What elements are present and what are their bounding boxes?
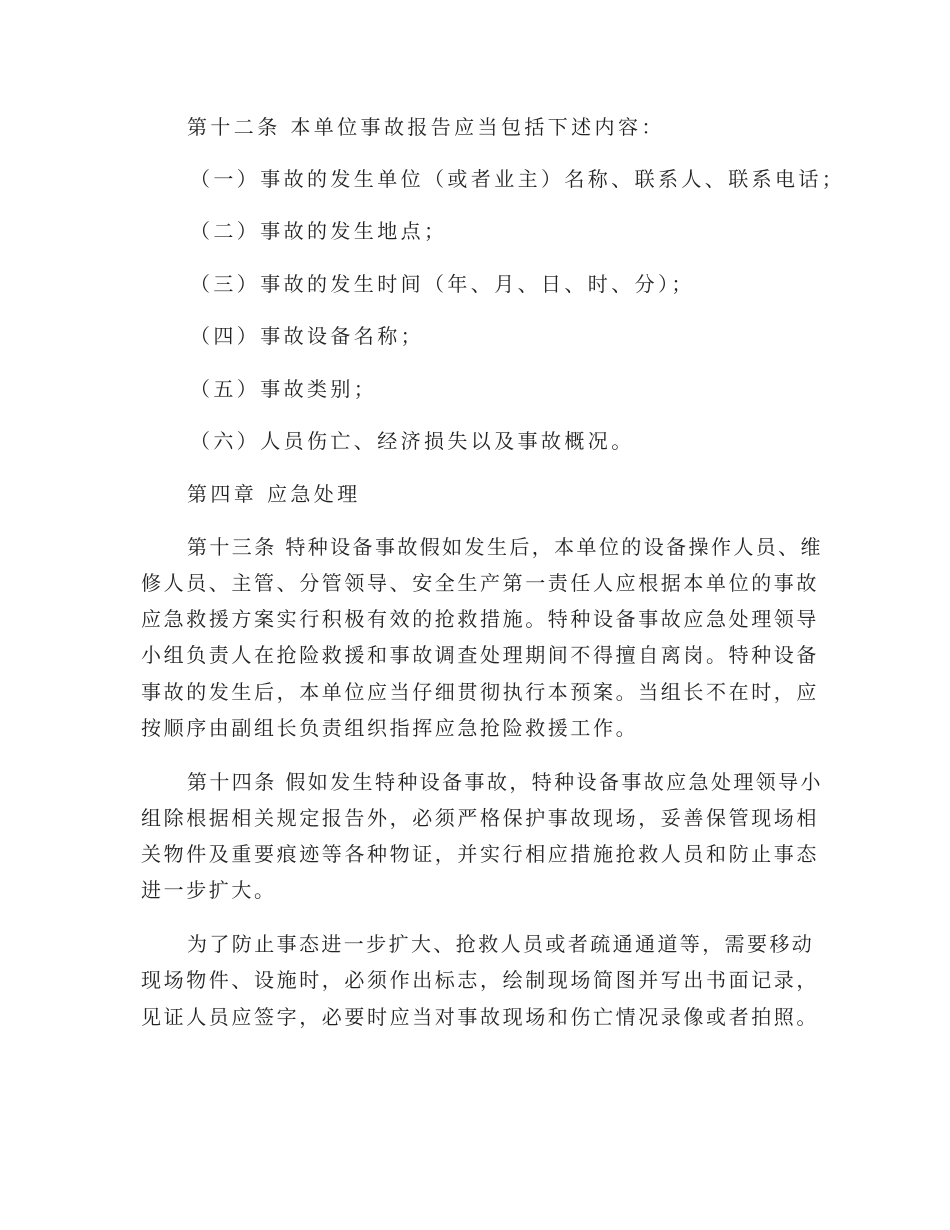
article-14-line-2: 组除根据相关规定报告外，必须严格保护事故现场，妥善保管现场相 <box>141 806 819 830</box>
paragraph-line-3: 见证人员应签字，必要时应当对事故现场和伤亡情况录像或者拍照。 <box>141 1005 819 1029</box>
article-13-line-2: 修人员、主管、分管领导、安全生产第一责任人应根据本单位的事故 <box>141 571 819 595</box>
article-12-item-2: （二）事故的发生地点； <box>190 219 448 243</box>
article-14-line-1: 第十四条 假如发生特种设备事故，特种设备事故应急处理领导小 <box>187 770 823 794</box>
article-14-line-4: 进一步扩大。 <box>141 878 277 902</box>
article-12-item-5: （五）事故类别； <box>190 377 378 401</box>
article-12-item-4: （四）事故设备名称； <box>190 324 424 348</box>
paragraph-line-1: 为了防止事态进一步扩大、抢救人员或者疏通通道等，需要移动 <box>187 932 815 956</box>
article-13-line-3: 应急救援方案实行积极有效的抢救措施。特种设备事故应急处理领导 <box>141 607 819 631</box>
article-13-line-5: 事故的发生后，本单位应当仔细贯彻执行本预案。当组长不在时，应 <box>141 680 819 704</box>
paragraph-line-2: 现场物件、设施时，必须作出标志，绘制现场简图并写出书面记录， <box>141 968 819 992</box>
article-13-line-6: 按顺序由副组长负责组织指挥应急抢险救援工作。 <box>141 716 639 740</box>
article-12-item-6: （六）人员伤亡、经济损失以及事故概况。 <box>190 429 635 453</box>
article-14-line-3: 关物件及重要痕迹等各种物证，并实行相应措施抢救人员和防止事态 <box>141 842 819 866</box>
article-12-heading: 第十二条 本单位事故报告应当包括下述内容： <box>187 115 665 139</box>
article-12-item-3: （三）事故的发生时间（年、月、日、时、分）； <box>190 272 695 296</box>
article-13-line-4: 小组负责人在抢险救援和事故调查处理期间不得擅自离岗。特种设备 <box>141 643 819 667</box>
article-12-item-1: （一）事故的发生单位（或者业主）名称、联系人、联系电话； <box>190 167 846 191</box>
article-13-line-1: 第十三条 特种设备事故假如发生后，本单位的设备操作人员、维 <box>187 535 823 559</box>
chapter-4-heading: 第四章 应急处理 <box>187 482 361 506</box>
